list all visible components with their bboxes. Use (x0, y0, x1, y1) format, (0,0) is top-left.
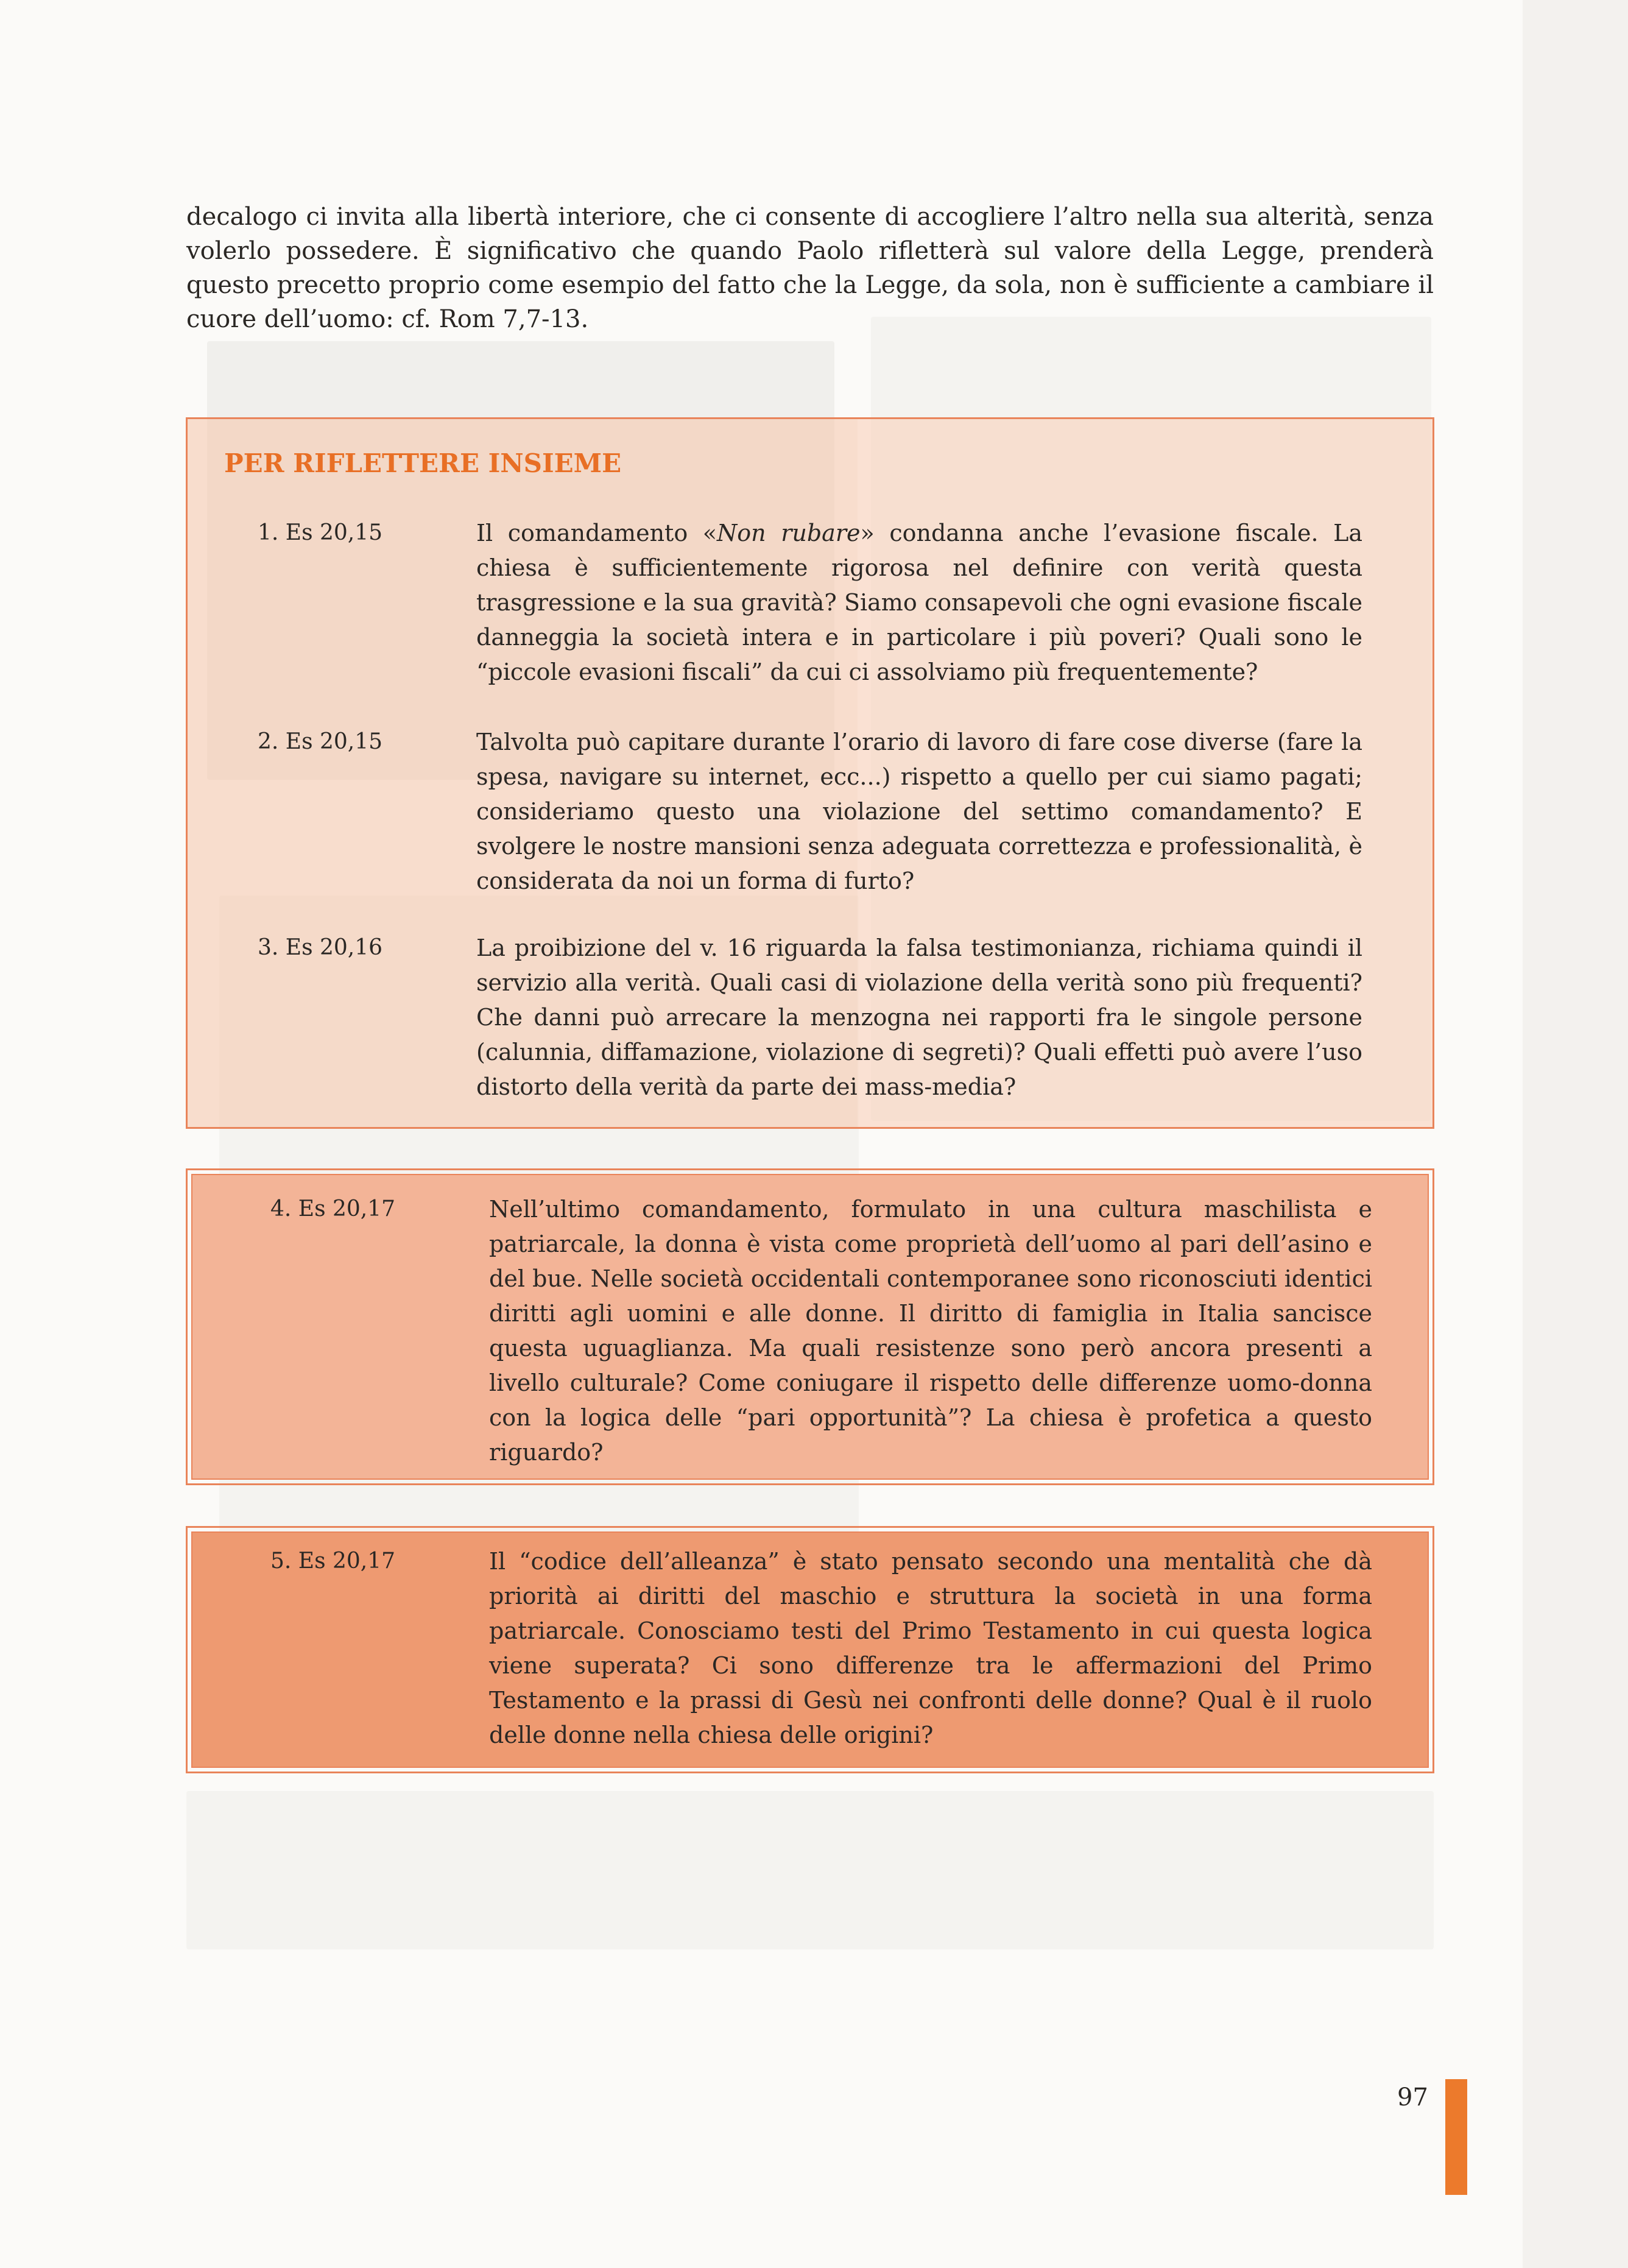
box-heading: PER RIFLETTERE INSIEME (224, 448, 622, 478)
page-edge-tab (1445, 2079, 1467, 2195)
item-text: La proibizione del v. 16 riguarda la falsa testimonianza, richiama quindi il servizio alla verità. Quali casi di violazione della verità sono più frequenti? Che danni può arrecare la menzogna nei rapporti fra le singole persone (calunnia, diffamazione, violazione di segreti)? Quali effetti può avere l’uso distorto della verità da parte dei mass-media? (476, 934, 1362, 1100)
reflection-box-item-4 (186, 1168, 1434, 1485)
item-reference: 1. Es 20,15 (258, 520, 383, 545)
box-inner (191, 1531, 1429, 1768)
item-text: Il comandamento «Non rubare» condanna anche l’evasione fiscale. La chiesa è sufficientemente rigorosa nel definire con verità questa trasgressione e la sua gravità? Siamo consapevoli che ogni evasione fiscale danneggia la società intera e in particolare i più poveri? Quali sono le “piccole evasioni fiscali” da cui ci assolviamo più frequentemente? (476, 520, 1362, 685)
item-reference: 3. Es 20,16 (258, 935, 383, 960)
bleed-through-footer-text (186, 1791, 1434, 1949)
item-text: Nell’ultimo comandamento, formulato in una cultura maschilista e patriarcale, la donna è vista come proprietà dell’uomo al pari dell’asino e del bue. Nelle società occidentali contemporanee sono riconosciuti identici diritti agli uomini e alle donne. Il diritto di famiglia in Italia sancisce questa uguaglianza. Ma quali resistenze sono però ancora presenti a livello culturale? Come coniugare il rispetto delle differenze uomo-donna con la logica delle “pari opportunità”? La chiesa è profetica a questo riguardo? (489, 1196, 1372, 1466)
item-text: Il “codice dell’alleanza” è stato pensato secondo una mentalità che dà priorità ai diritti del maschio e struttura la società in una forma patriarcale. Conosciamo testi del Primo Testamento in cui questa logica viene superata? Ci sono differenze tra le affermazioni del Primo Testamento e la prassi di Gesù nei confronti delle donne? Qual è il ruolo delle donne nella chiesa delle origini? (489, 1548, 1372, 1748)
reflection-box (186, 417, 1434, 1129)
intro-paragraph: decalogo ci invita alla libertà interiore, che ci consente di accogliere l’altro nella sua alterità, senza volerlo possedere. È significativo che quando Paolo rifletterà sul valore della Legge, prenderà questo precetto proprio come esempio del fatto che la Legge, da sola, non è sufficiente a cambiare il cuore dell’uomo: cf. Rom 7,7-13. (186, 203, 1434, 333)
item-reference: 2. Es 20,15 (258, 729, 383, 754)
box-inner (191, 1174, 1429, 1480)
item-reference: 5. Es 20,17 (270, 1549, 396, 1574)
page-number: 97 (1397, 2083, 1428, 2111)
reflection-box-item-5 (186, 1526, 1434, 1773)
item-reference: 4. Es 20,17 (270, 1196, 396, 1221)
item-text: Talvolta può capitare durante l’orario di lavoro di fare cose diverse (fare la spesa, navigare su internet, ecc...) rispetto a quello per cui siamo pagati; consideriamo questo una violazione del settimo comandamento? E svolgere le nostre mansioni senza adeguata correttezza e professionalità, è considerata da noi un forma di furto? (476, 729, 1362, 894)
